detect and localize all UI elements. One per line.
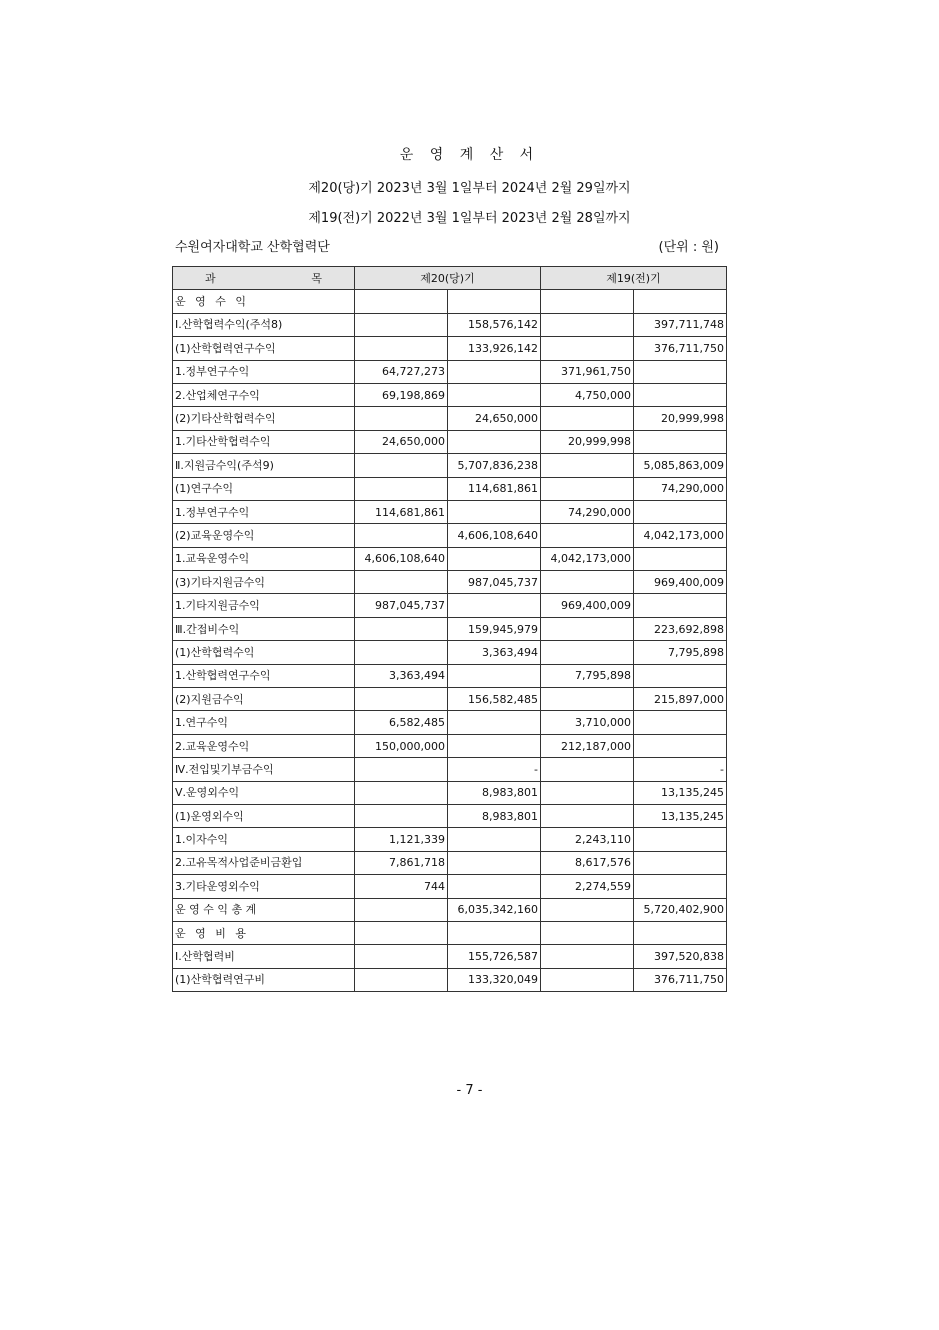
- current-detail-amount: 744: [355, 875, 448, 898]
- row-subject: 1.정부연구수익: [173, 500, 355, 523]
- previous-detail-amount: [541, 571, 634, 594]
- previous-total-amount: 223,692,898: [634, 617, 727, 640]
- current-detail-amount: 4,606,108,640: [355, 547, 448, 570]
- previous-total-amount: 397,711,748: [634, 313, 727, 336]
- table-row: [173, 921, 727, 944]
- previous-total-amount: [634, 547, 727, 570]
- previous-total-amount: 74,290,000: [634, 477, 727, 500]
- row-subject: 1.정부연구수익: [173, 360, 355, 383]
- current-detail-amount: [355, 758, 448, 781]
- current-detail-amount: [355, 524, 448, 547]
- current-total-amount: 114,681,861: [448, 477, 541, 500]
- current-total-amount: 6,035,342,160: [448, 898, 541, 921]
- current-total-amount: 4,606,108,640: [448, 524, 541, 547]
- previous-total-amount: [634, 383, 727, 406]
- previous-total-amount: [634, 594, 727, 617]
- previous-detail-amount: [541, 781, 634, 804]
- current-total-amount: [448, 851, 541, 874]
- current-detail-amount: [355, 688, 448, 711]
- previous-total-amount: 969,400,009: [634, 571, 727, 594]
- previous-total-amount: [634, 500, 727, 523]
- table-row: [173, 734, 727, 757]
- current-total-amount: [448, 664, 541, 687]
- previous-total-amount: [634, 828, 727, 851]
- previous-total-amount: [634, 664, 727, 687]
- current-total-amount: [448, 594, 541, 617]
- row-subject: (1)산학협력연구수익: [173, 337, 355, 360]
- current-total-amount: 987,045,737: [448, 571, 541, 594]
- table-header-row: [173, 267, 727, 290]
- previous-detail-amount: 969,400,009: [541, 594, 634, 617]
- table-row: [173, 898, 727, 921]
- previous-detail-amount: [541, 524, 634, 547]
- row-subject: Ⅲ.간접비수익: [173, 617, 355, 640]
- period-current: 제20(당)기 2023년 3월 1일부터 2024년 2월 29일까지: [308, 181, 631, 196]
- previous-total-amount: 376,711,750: [634, 968, 727, 991]
- table-row: [173, 337, 727, 360]
- row-subject: Ⅱ.지원금수익(주석9): [173, 454, 355, 477]
- previous-detail-amount: 4,042,173,000: [541, 547, 634, 570]
- previous-detail-amount: 371,961,750: [541, 360, 634, 383]
- row-subject: (1)연구수익: [173, 477, 355, 500]
- current-detail-amount: 1,121,339: [355, 828, 448, 851]
- previous-detail-amount: [541, 804, 634, 827]
- current-total-amount: 133,320,049: [448, 968, 541, 991]
- row-subject: 3.기타운영외수익: [173, 875, 355, 898]
- current-detail-amount: 7,861,718: [355, 851, 448, 874]
- previous-detail-amount: [541, 454, 634, 477]
- table-row: [173, 968, 727, 991]
- current-detail-amount: [355, 571, 448, 594]
- row-subject: Ⅰ.산학협력수익(주석8): [173, 313, 355, 336]
- current-detail-amount: [355, 454, 448, 477]
- previous-detail-amount: [541, 921, 634, 944]
- previous-detail-amount: [541, 407, 634, 430]
- document-title: 운 영 계 산 서: [399, 147, 540, 163]
- table-row: [173, 711, 727, 734]
- table-row: [173, 500, 727, 523]
- row-subject: Ⅳ.전입및기부금수익: [173, 758, 355, 781]
- previous-total-amount: [634, 430, 727, 453]
- row-subject: 1.연구수익: [173, 711, 355, 734]
- previous-total-amount: 7,795,898: [634, 641, 727, 664]
- current-detail-amount: 64,727,273: [355, 360, 448, 383]
- row-subject: Ⅰ.산학협력비: [173, 945, 355, 968]
- row-subject: (1)운영외수익: [173, 804, 355, 827]
- previous-detail-amount: 4,750,000: [541, 383, 634, 406]
- previous-detail-amount: [541, 337, 634, 360]
- table-row: [173, 804, 727, 827]
- previous-detail-amount: 2,243,110: [541, 828, 634, 851]
- header-subject: [173, 267, 355, 290]
- current-detail-amount: [355, 945, 448, 968]
- current-total-amount: [448, 360, 541, 383]
- current-total-amount: [448, 875, 541, 898]
- table-row: [173, 290, 727, 313]
- current-total-amount: 5,707,836,238: [448, 454, 541, 477]
- previous-total-amount: 13,135,245: [634, 781, 727, 804]
- period-previous: 제19(전)기 2022년 3월 1일부터 2023년 2월 28일까지: [308, 211, 631, 226]
- previous-total-amount: 215,897,000: [634, 688, 727, 711]
- current-total-amount: 3,363,494: [448, 641, 541, 664]
- previous-detail-amount: [541, 968, 634, 991]
- header-current-period: 제20(당)기: [355, 267, 541, 290]
- current-total-amount: [448, 290, 541, 313]
- table-row: [173, 851, 727, 874]
- row-subject: Ⅴ.운영외수익: [173, 781, 355, 804]
- previous-total-amount: [634, 921, 727, 944]
- current-total-amount: [448, 921, 541, 944]
- previous-total-amount: [634, 711, 727, 734]
- current-total-amount: [448, 711, 541, 734]
- current-total-amount: 133,926,142: [448, 337, 541, 360]
- previous-detail-amount: 3,710,000: [541, 711, 634, 734]
- current-detail-amount: 987,045,737: [355, 594, 448, 617]
- previous-detail-amount: 8,617,576: [541, 851, 634, 874]
- previous-detail-amount: [541, 617, 634, 640]
- previous-total-amount: 4,042,173,000: [634, 524, 727, 547]
- previous-detail-amount: [541, 477, 634, 500]
- table-row: [173, 547, 727, 570]
- current-detail-amount: [355, 781, 448, 804]
- current-detail-amount: 150,000,000: [355, 734, 448, 757]
- current-detail-amount: [355, 337, 448, 360]
- previous-detail-amount: [541, 313, 634, 336]
- current-total-amount: [448, 828, 541, 851]
- previous-detail-amount: 7,795,898: [541, 664, 634, 687]
- previous-detail-amount: [541, 290, 634, 313]
- row-subject: 운 영 수 익: [173, 290, 355, 313]
- current-detail-amount: [355, 477, 448, 500]
- row-subject: 2.산업체연구수익: [173, 383, 355, 406]
- row-subject: 운 영 비 용: [173, 921, 355, 944]
- current-total-amount: 24,650,000: [448, 407, 541, 430]
- previous-total-amount: 13,135,245: [634, 804, 727, 827]
- previous-detail-amount: [541, 758, 634, 781]
- previous-detail-amount: 2,274,559: [541, 875, 634, 898]
- current-total-amount: [448, 734, 541, 757]
- current-total-amount: [448, 500, 541, 523]
- current-detail-amount: [355, 290, 448, 313]
- table-row: [173, 688, 727, 711]
- table-row: [173, 360, 727, 383]
- previous-detail-amount: 74,290,000: [541, 500, 634, 523]
- previous-detail-amount: [541, 945, 634, 968]
- current-total-amount: 155,726,587: [448, 945, 541, 968]
- current-detail-amount: 114,681,861: [355, 500, 448, 523]
- current-total-amount: [448, 383, 541, 406]
- current-total-amount: 159,945,979: [448, 617, 541, 640]
- header-subject-left: 과: [205, 271, 216, 285]
- previous-detail-amount: [541, 688, 634, 711]
- row-subject: (1)산학협력연구비: [173, 968, 355, 991]
- current-total-amount: -: [448, 758, 541, 781]
- table-row: [173, 383, 727, 406]
- previous-detail-amount: 212,187,000: [541, 734, 634, 757]
- previous-total-amount: 20,999,998: [634, 407, 727, 430]
- table-row: [173, 781, 727, 804]
- previous-total-amount: [634, 360, 727, 383]
- row-subject: (2)지원금수익: [173, 688, 355, 711]
- table-row: [173, 407, 727, 430]
- current-total-amount: 8,983,801: [448, 781, 541, 804]
- table-row: [173, 571, 727, 594]
- table-row: [173, 641, 727, 664]
- row-subject: 1.기타지원금수익: [173, 594, 355, 617]
- current-total-amount: [448, 430, 541, 453]
- current-detail-amount: [355, 641, 448, 664]
- previous-total-amount: 5,085,863,009: [634, 454, 727, 477]
- current-detail-amount: [355, 617, 448, 640]
- row-subject: (2)기타산학협력수익: [173, 407, 355, 430]
- previous-total-amount: 376,711,750: [634, 337, 727, 360]
- table-row: [173, 875, 727, 898]
- table-row: [173, 758, 727, 781]
- row-subject: (1)산학협력수익: [173, 641, 355, 664]
- table-row: [173, 477, 727, 500]
- previous-total-amount: -: [634, 758, 727, 781]
- row-subject: 1.교육운영수익: [173, 547, 355, 570]
- row-subject: 2.교육운영수익: [173, 734, 355, 757]
- statement-table: [172, 266, 727, 992]
- table-row: [173, 524, 727, 547]
- row-subject: 1.기타산학협력수익: [173, 430, 355, 453]
- current-detail-amount: [355, 804, 448, 827]
- previous-detail-amount: [541, 641, 634, 664]
- table-row: [173, 828, 727, 851]
- current-total-amount: 158,576,142: [448, 313, 541, 336]
- current-detail-amount: 3,363,494: [355, 664, 448, 687]
- row-subject: (2)교육운영수익: [173, 524, 355, 547]
- table-row: [173, 313, 727, 336]
- row-subject: 2.고유목적사업준비금환입: [173, 851, 355, 874]
- page-number: - 7 -: [456, 1083, 483, 1098]
- current-detail-amount: [355, 407, 448, 430]
- row-subject: 1.이자수익: [173, 828, 355, 851]
- current-detail-amount: 69,198,869: [355, 383, 448, 406]
- previous-detail-amount: [541, 898, 634, 921]
- previous-detail-amount: 20,999,998: [541, 430, 634, 453]
- current-detail-amount: 6,582,485: [355, 711, 448, 734]
- previous-total-amount: [634, 734, 727, 757]
- current-total-amount: 156,582,485: [448, 688, 541, 711]
- table-row: [173, 945, 727, 968]
- unit-label: (단위 : 원): [658, 240, 719, 255]
- statement-body: [173, 290, 727, 992]
- current-total-amount: 8,983,801: [448, 804, 541, 827]
- previous-total-amount: [634, 875, 727, 898]
- previous-total-amount: [634, 290, 727, 313]
- table-row: [173, 594, 727, 617]
- current-detail-amount: [355, 313, 448, 336]
- row-subject: (3)기타지원금수익: [173, 571, 355, 594]
- header-previous-period: 제19(전)기: [541, 267, 727, 290]
- current-detail-amount: [355, 968, 448, 991]
- table-row: [173, 430, 727, 453]
- organization-name: 수원여자대학교 산학협력단: [175, 240, 330, 255]
- current-total-amount: [448, 547, 541, 570]
- header-subject-right: 목: [311, 271, 322, 285]
- row-subject: 1.산학협력연구수익: [173, 664, 355, 687]
- current-detail-amount: [355, 898, 448, 921]
- table-row: [173, 664, 727, 687]
- table-row: [173, 454, 727, 477]
- table-row: [173, 617, 727, 640]
- previous-total-amount: 5,720,402,900: [634, 898, 727, 921]
- current-detail-amount: [355, 921, 448, 944]
- row-subject: 운 영 수 익 총 계: [173, 898, 355, 921]
- previous-total-amount: 397,520,838: [634, 945, 727, 968]
- current-detail-amount: 24,650,000: [355, 430, 448, 453]
- previous-total-amount: [634, 851, 727, 874]
